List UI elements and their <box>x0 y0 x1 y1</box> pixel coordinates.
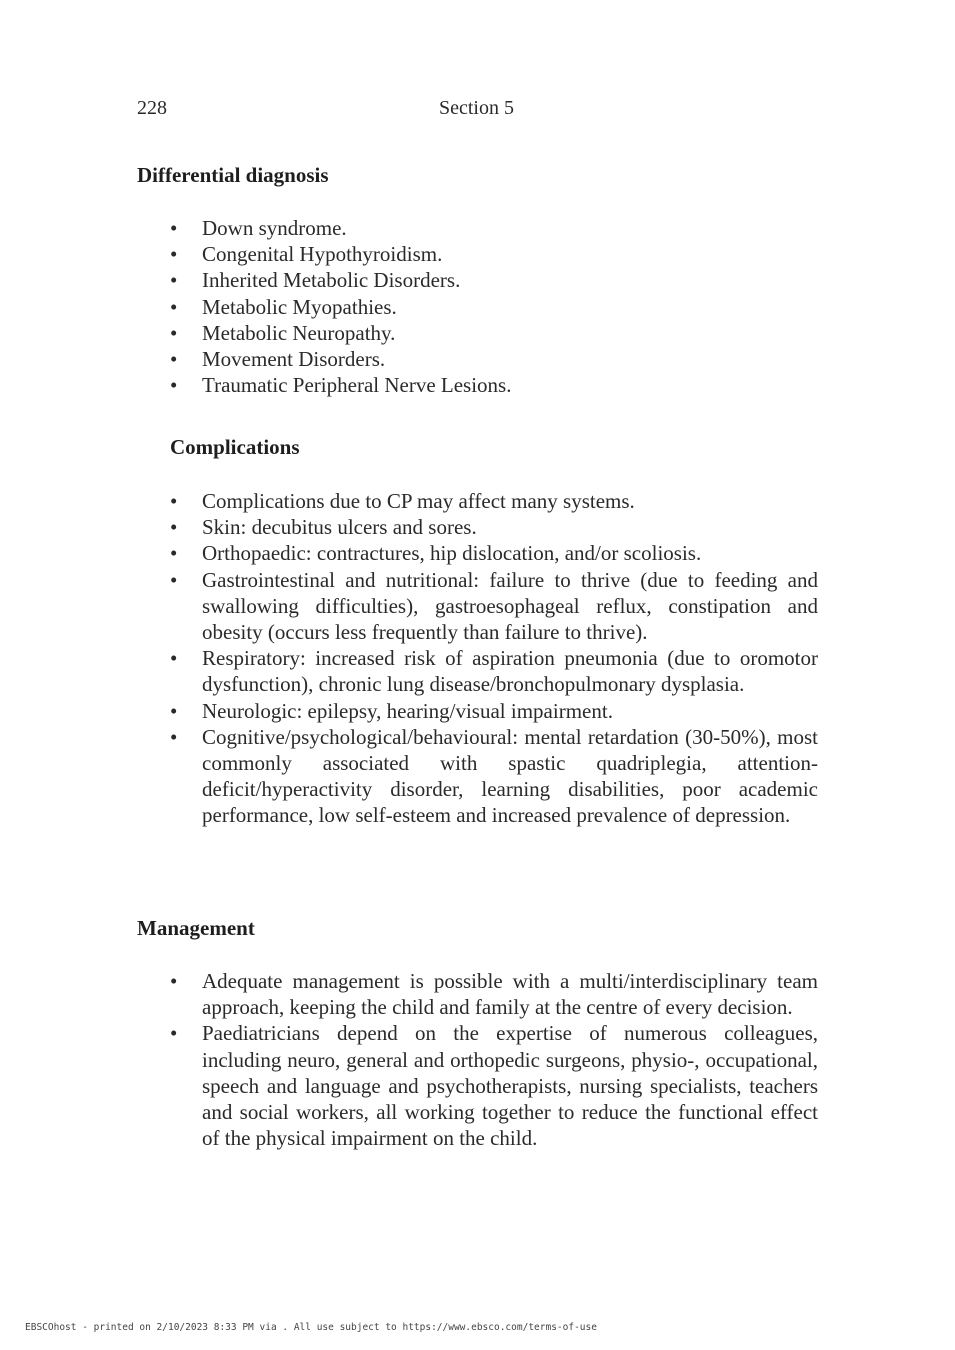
bullet-icon: • <box>170 646 178 671</box>
list-item-text: Adequate management is possible with a multi/interdisciplinary team approach, keeping the child and family at the centre of every decision. <box>202 969 818 1020</box>
bullet-icon: • <box>170 373 178 398</box>
list-item <box>170 294 818 320</box>
list-item-text: Metabolic Neuropathy. <box>202 320 396 345</box>
page-number: 228 <box>137 97 167 119</box>
list-item <box>170 645 818 697</box>
bullet-icon: • <box>170 1021 178 1046</box>
bullet-icon: • <box>170 216 178 240</box>
complications-list <box>170 488 818 829</box>
bullet-icon: • <box>170 541 178 566</box>
running-head: Section 5 <box>439 97 514 119</box>
bullet-icon: • <box>170 294 178 319</box>
bullet-icon: • <box>170 347 178 372</box>
list-item-text: Orthopaedic: contractures, hip dislocation, and/or scoliosis. <box>202 541 702 566</box>
bullet-icon: • <box>170 515 178 540</box>
list-item <box>170 267 818 293</box>
list-item <box>170 320 818 346</box>
list-item-text: Metabolic Myopathies. <box>202 294 397 319</box>
bullet-icon: • <box>170 724 178 749</box>
list-item <box>170 514 818 540</box>
complications-heading: Complications <box>170 435 300 459</box>
bullet-icon: • <box>170 489 178 513</box>
bullet-icon: • <box>170 698 178 723</box>
list-item-text: Inherited Metabolic Disorders. <box>202 268 461 293</box>
bullet-icon: • <box>170 268 178 293</box>
list-item <box>170 1020 818 1151</box>
differential-diagnosis-list <box>170 215 818 398</box>
list-item-text: Neurologic: epilepsy, hearing/visual impairment. <box>202 698 613 723</box>
management-heading: Management <box>137 916 255 940</box>
list-item <box>170 698 818 724</box>
list-item-text: Cognitive/psychological/behavioural: mental retardation (30-50%), most commonly associated with spastic quadriplegia, attention-deficit/hyperactivity disorder, learning disabilities, poor academic performance, low self-esteem and increased prevalence of depression. <box>202 724 818 828</box>
list-item <box>170 372 818 398</box>
bullet-icon: • <box>170 320 178 345</box>
management-list <box>170 968 818 1151</box>
list-item-text: Respiratory: increased risk of aspiration pneumonia (due to oromotor dysfunction), chronic lung disease/bronchopulmonary dysplasia. <box>202 646 818 697</box>
ebsco-footer: EBSCOhost - printed on 2/10/2023 8:33 PM via . All use subject to https://www.ebsco.com/terms-of-use <box>25 1322 597 1333</box>
list-item-text: Down syndrome. <box>202 216 347 240</box>
list-item <box>170 540 818 566</box>
list-item-text: Skin: decubitus ulcers and sores. <box>202 515 477 540</box>
bullet-icon: • <box>170 567 178 592</box>
list-item <box>170 724 818 829</box>
bullet-icon: • <box>170 969 178 993</box>
list-item <box>170 567 818 646</box>
list-item <box>170 241 818 267</box>
list-item-text: Paediatricians depend on the expertise of numerous colleagues, including neuro, general and orthopedic surgeons, physio-, occupational, speech and language and psychotherapists, nursing specialists, teachers and social workers, all working together to reduce the functional effect of the physical impairment on the child. <box>202 1021 818 1151</box>
bullet-icon: • <box>170 242 178 267</box>
list-item <box>170 488 818 514</box>
list-item <box>170 215 818 241</box>
list-item-text: Congenital Hypothyroidism. <box>202 242 443 267</box>
list-item-text: Gastrointestinal and nutritional: failure to thrive (due to feeding and swallowing difficulties), gastroesophageal reflux, constipation and obesity (occurs less frequently than failure to thrive). <box>202 567 818 645</box>
list-item-text: Movement Disorders. <box>202 347 386 372</box>
list-item-text: Complications due to CP may affect many systems. <box>202 489 635 513</box>
list-item <box>170 968 818 1020</box>
list-item <box>170 346 818 372</box>
differential-diagnosis-heading: Differential diagnosis <box>137 163 329 187</box>
list-item-text: Traumatic Peripheral Nerve Lesions. <box>202 373 512 398</box>
